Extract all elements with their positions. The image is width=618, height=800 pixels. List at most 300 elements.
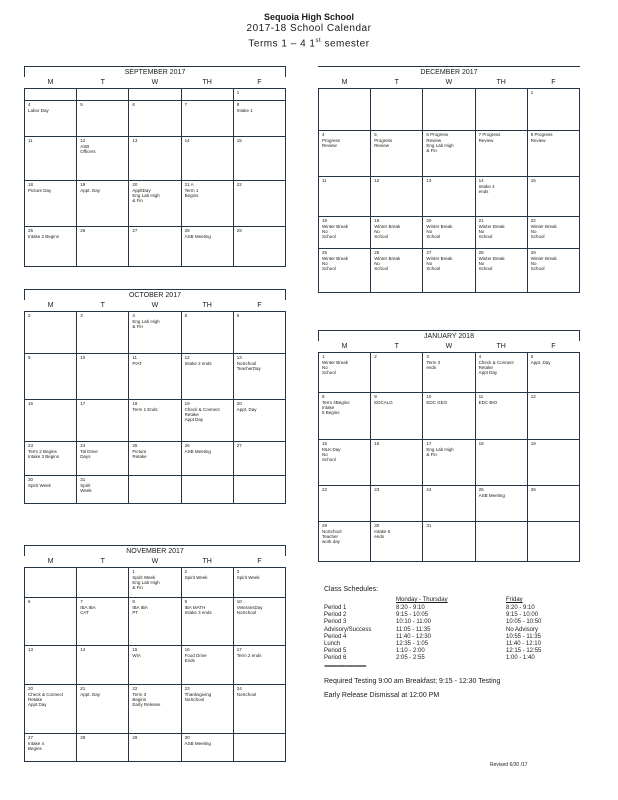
event-note: Food Drive Ends bbox=[184, 653, 207, 663]
day-cell bbox=[371, 131, 423, 177]
day-cell bbox=[233, 354, 285, 400]
day-number: 26 bbox=[184, 443, 190, 448]
day-cell bbox=[77, 354, 129, 400]
event-note: Winter Break No School bbox=[374, 224, 401, 239]
day-cell bbox=[25, 354, 77, 400]
day-cell bbox=[25, 476, 77, 504]
week-row bbox=[25, 137, 286, 181]
day-number: 15 bbox=[236, 138, 242, 143]
day-label: F bbox=[551, 343, 556, 350]
day-number: 11 bbox=[322, 178, 327, 183]
week-row bbox=[25, 312, 286, 354]
revised-date: Revised 6/30 /17 bbox=[490, 762, 528, 768]
day-number: 24 bbox=[80, 443, 86, 448]
day-number: 3 bbox=[426, 354, 429, 359]
mon-thu-time: 2:05 - 2:55 bbox=[396, 655, 425, 662]
day-number: 14 bbox=[80, 647, 86, 652]
event-note: EDC GEO bbox=[426, 400, 448, 405]
day-cell bbox=[181, 598, 233, 646]
day-cell bbox=[129, 476, 181, 504]
day-number: 6 bbox=[132, 102, 135, 107]
event-note: Winter Break No School bbox=[322, 224, 349, 239]
event-note: Winter Break No School bbox=[478, 224, 505, 239]
day-cell bbox=[475, 89, 527, 131]
day-cell bbox=[129, 89, 181, 101]
day-number: 18 bbox=[478, 441, 484, 446]
day-number: 22 bbox=[530, 218, 536, 223]
week-row bbox=[25, 734, 286, 762]
friday-time: No Advisory bbox=[506, 626, 539, 633]
day-cell bbox=[25, 734, 77, 762]
day-label: M bbox=[47, 302, 54, 309]
mon-thu-time: 10:10 - 11:00 bbox=[396, 619, 431, 626]
day-number: 7 bbox=[80, 599, 83, 604]
day-cell bbox=[25, 400, 77, 442]
event-note: Intake 2 ends bbox=[184, 361, 212, 366]
day-number: 6 bbox=[236, 313, 240, 318]
event-note: IBA IBA PT bbox=[132, 605, 148, 615]
week-row bbox=[319, 440, 580, 486]
day-cell bbox=[77, 312, 129, 354]
day-number: 31 bbox=[80, 477, 86, 482]
day-cell bbox=[129, 442, 181, 476]
school-name: Sequoia High School bbox=[263, 12, 354, 22]
day-cell bbox=[77, 442, 129, 476]
day-label: T bbox=[394, 79, 399, 86]
day-number: 30 bbox=[184, 735, 190, 740]
event-note: Appt. Day bbox=[530, 360, 551, 365]
day-cell bbox=[77, 400, 129, 442]
friday-time: 9:15 - 10:00 bbox=[506, 612, 539, 619]
week-row bbox=[25, 181, 286, 227]
day-cell bbox=[527, 177, 579, 217]
mon-thu-time: 8:20 - 9:10 bbox=[396, 605, 425, 611]
day-cell bbox=[475, 249, 527, 293]
calendar-january bbox=[318, 330, 580, 562]
day-cell bbox=[475, 353, 527, 393]
schedule-row bbox=[324, 612, 614, 619]
day-cell bbox=[527, 131, 579, 177]
day-cell bbox=[319, 440, 371, 486]
day-cell bbox=[181, 685, 233, 734]
day-cell bbox=[233, 181, 285, 227]
week-row bbox=[25, 598, 286, 646]
event-note: NoSchool Teacher work day bbox=[322, 529, 342, 544]
event-note: Spirit Week bbox=[184, 575, 208, 580]
week-row bbox=[25, 354, 286, 400]
calendar-header bbox=[0, 12, 618, 50]
day-label: W bbox=[151, 558, 159, 565]
day-cell bbox=[233, 442, 285, 476]
day-cell bbox=[233, 400, 285, 442]
day-number: 27 bbox=[426, 250, 432, 255]
mon-thu-time: 1:10 - 2:00 bbox=[396, 648, 425, 655]
day-label: T bbox=[100, 79, 105, 86]
week-row bbox=[25, 476, 286, 504]
day-cell bbox=[77, 646, 129, 685]
day-cell bbox=[423, 393, 475, 440]
day-number: 14 bbox=[478, 178, 484, 183]
day-cell bbox=[77, 598, 129, 646]
day-cell bbox=[25, 685, 77, 734]
event-note: Term 3 ends bbox=[426, 360, 441, 370]
calendar-november bbox=[24, 545, 286, 762]
event-note: Eng Lab High & Fin bbox=[132, 319, 160, 329]
day-cell bbox=[129, 646, 181, 685]
day-number: 19 bbox=[374, 218, 380, 223]
day-cell bbox=[319, 89, 371, 131]
event-note: Check & Connect Retake Appt Day bbox=[184, 407, 220, 422]
event-note: Review Eng Lab High & Fin bbox=[426, 138, 454, 153]
day-number: 29 bbox=[132, 735, 138, 740]
day-number: 25 bbox=[28, 228, 34, 233]
schedule-row bbox=[324, 619, 614, 626]
day-number: 12 bbox=[530, 394, 536, 399]
day-cell bbox=[423, 89, 475, 131]
day-number: 7 bbox=[184, 102, 188, 107]
day-cell bbox=[527, 440, 579, 486]
friday-time: 8:20 - 9:10 bbox=[506, 605, 535, 611]
week-row bbox=[25, 442, 286, 476]
day-cell bbox=[423, 131, 475, 177]
day-cell bbox=[181, 227, 233, 267]
event-note: Term 1 Begins bbox=[184, 188, 199, 198]
header-friday: Friday bbox=[506, 597, 523, 603]
day-number: 25 bbox=[322, 250, 328, 255]
event-note: EDC BIO bbox=[478, 400, 498, 405]
day-number: 5 bbox=[530, 354, 534, 359]
day-number: 2 bbox=[28, 313, 31, 318]
month-title: SEPTEMBER 2017 bbox=[24, 66, 286, 77]
day-cell bbox=[319, 486, 371, 522]
day-cell bbox=[527, 486, 579, 522]
day-number: 8 Progress bbox=[530, 132, 553, 137]
day-cell bbox=[233, 568, 285, 598]
day-cell bbox=[181, 568, 233, 598]
schedule-row bbox=[324, 648, 614, 655]
day-number: 18 bbox=[322, 218, 328, 223]
day-cell bbox=[475, 177, 527, 217]
day-number: 8 bbox=[236, 102, 240, 107]
day-cell bbox=[475, 131, 527, 177]
day-label: W bbox=[151, 79, 159, 86]
day-cell bbox=[25, 137, 77, 181]
event-note: ASB Meeting bbox=[184, 741, 211, 746]
week-row bbox=[319, 353, 580, 393]
day-cell bbox=[129, 568, 181, 598]
day-number: 1 bbox=[322, 354, 325, 359]
day-cell bbox=[527, 249, 579, 293]
week-row bbox=[319, 522, 580, 562]
event-note: Winter Break No School bbox=[426, 256, 453, 271]
week-row bbox=[319, 486, 580, 522]
day-cell bbox=[233, 137, 285, 181]
calendar-december bbox=[318, 66, 580, 293]
day-number: 20 bbox=[426, 218, 432, 223]
event-note: Intake 4 Begins bbox=[28, 741, 45, 751]
event-note: Term 3 Begins Early Release bbox=[132, 692, 161, 707]
day-number: 11 bbox=[132, 355, 138, 360]
day-number: 29 bbox=[236, 228, 242, 233]
day-number: 13 bbox=[236, 355, 242, 360]
day-number: 26 bbox=[374, 250, 380, 255]
event-note: Winter Break No School bbox=[426, 224, 453, 239]
day-cell bbox=[233, 101, 285, 137]
class-schedules bbox=[324, 586, 614, 703]
event-note: Intake 4 ends bbox=[478, 184, 495, 194]
event-note: Spirit Week bbox=[80, 483, 92, 493]
week-row bbox=[25, 227, 286, 267]
day-cell bbox=[181, 101, 233, 137]
day-number: 22 bbox=[322, 487, 328, 492]
day-label: M bbox=[47, 79, 54, 86]
day-cell bbox=[527, 393, 579, 440]
event-note: Picture Day bbox=[28, 188, 52, 193]
day-number: 30 bbox=[374, 523, 380, 528]
day-number: 19 bbox=[184, 401, 190, 406]
day-number: 30 bbox=[28, 477, 34, 482]
week-row bbox=[319, 393, 580, 440]
week-row bbox=[25, 568, 286, 598]
day-label: M bbox=[341, 79, 348, 86]
event-note: Intake 5 ends bbox=[374, 529, 391, 539]
day-label: F bbox=[551, 79, 556, 86]
event-note: PIAT bbox=[132, 361, 143, 366]
day-cell bbox=[181, 312, 233, 354]
period-name: Period 5 bbox=[324, 648, 347, 655]
day-number: 5 bbox=[374, 132, 377, 137]
day-cell bbox=[181, 354, 233, 400]
day-cell bbox=[129, 685, 181, 734]
day-cell bbox=[77, 568, 129, 598]
day-number: 4 bbox=[322, 132, 325, 137]
day-cell bbox=[423, 440, 475, 486]
event-note: Progress Review bbox=[374, 138, 393, 148]
day-cell bbox=[25, 312, 77, 354]
day-cell bbox=[527, 522, 579, 562]
day-cell bbox=[181, 646, 233, 685]
day-cell bbox=[181, 89, 233, 101]
day-number: 21 bbox=[80, 686, 86, 691]
event-note: ASB Meeting bbox=[184, 234, 211, 239]
week-row bbox=[319, 217, 580, 249]
early-release-note: Early Release Dismissal at 12:00 PM bbox=[324, 691, 440, 699]
month-title: JANUARY 2018 bbox=[318, 330, 580, 341]
day-cell bbox=[319, 522, 371, 562]
day-number: 24 bbox=[236, 686, 242, 691]
event-note: Winter Break No School bbox=[374, 256, 401, 271]
calendar-title: 2017-18 School Calendar bbox=[246, 23, 372, 34]
day-number: 10 bbox=[426, 394, 432, 399]
period-name: Period 6 bbox=[324, 655, 347, 662]
event-note: Tal Drive Days bbox=[80, 449, 98, 459]
day-cell bbox=[475, 486, 527, 522]
day-cell bbox=[423, 486, 475, 522]
day-number: 22 bbox=[132, 686, 138, 691]
day-number: 1 bbox=[530, 90, 534, 95]
day-number: 27 bbox=[236, 443, 242, 448]
event-note: Winter Break No School bbox=[322, 360, 349, 375]
event-note: AppltDay Eng Lab High & Fin bbox=[132, 188, 160, 203]
day-label: F bbox=[257, 558, 262, 565]
day-number: 25 bbox=[478, 487, 484, 492]
day-cell bbox=[371, 486, 423, 522]
day-label: TH bbox=[202, 302, 212, 309]
month-title: NOVEMBER 2017 bbox=[24, 545, 286, 556]
day-cell bbox=[25, 181, 77, 227]
day-cell bbox=[129, 312, 181, 354]
event-note: Review bbox=[530, 138, 546, 143]
day-number: 28 bbox=[80, 735, 86, 740]
day-cell bbox=[25, 568, 77, 598]
day-cell bbox=[181, 181, 233, 227]
day-cell bbox=[129, 227, 181, 267]
header-mon-thu: Monday - Thursday bbox=[396, 597, 448, 603]
week-row bbox=[25, 101, 286, 137]
day-number: 6 Progress bbox=[426, 132, 449, 137]
calendar-september bbox=[24, 66, 286, 267]
day-cell bbox=[319, 217, 371, 249]
event-note: Winter Break No School bbox=[322, 256, 349, 271]
event-note: Appt. Day bbox=[80, 188, 100, 193]
event-note: Winter Break No School bbox=[478, 256, 505, 271]
day-number: 13 bbox=[426, 178, 432, 183]
day-number: 31 bbox=[426, 523, 432, 528]
period-name: Period 1 bbox=[324, 605, 347, 611]
day-number: 25 bbox=[132, 443, 138, 448]
day-cell bbox=[77, 89, 129, 101]
day-cell bbox=[129, 734, 181, 762]
day-number: 21 bbox=[478, 218, 484, 223]
day-cell bbox=[371, 177, 423, 217]
event-note: ASB Meeting bbox=[184, 449, 211, 454]
event-note: MLK Day No School bbox=[322, 447, 341, 462]
day-cell bbox=[371, 89, 423, 131]
mon-thu-time: 11:40 - 12:30 bbox=[396, 633, 431, 640]
event-note: Progress Review bbox=[322, 138, 341, 148]
day-number: 3 bbox=[236, 569, 240, 574]
event-note: Winter Break No School bbox=[530, 224, 557, 239]
day-number: 1 bbox=[132, 569, 135, 574]
day-number: 21 A bbox=[184, 182, 194, 187]
month-title: OCTOBER 2017 bbox=[24, 289, 286, 300]
day-cell bbox=[233, 646, 285, 685]
day-number: 3 bbox=[80, 313, 83, 318]
day-number: 29 bbox=[530, 250, 536, 255]
day-cell bbox=[25, 646, 77, 685]
day-number: 4 bbox=[132, 313, 135, 318]
day-label: F bbox=[257, 79, 262, 86]
event-note: NoSchool TeacherDay bbox=[236, 361, 261, 371]
day-number: 12 bbox=[80, 138, 86, 143]
day-number: 7 Progress bbox=[478, 132, 501, 137]
day-cell bbox=[233, 685, 285, 734]
day-cell bbox=[25, 442, 77, 476]
event-note: Term 4Begins Intake 5 Begins bbox=[322, 400, 350, 415]
day-cell bbox=[319, 353, 371, 393]
period-name: Period 3 bbox=[324, 619, 347, 626]
testing-note: Required Testing 9:00 am Breakfast; 9:15 - 12:30 Testing bbox=[324, 677, 501, 685]
day-number: 19 bbox=[530, 441, 536, 446]
day-cell bbox=[77, 137, 129, 181]
day-number: 13 bbox=[132, 138, 138, 143]
schedule-row bbox=[324, 627, 614, 634]
day-label: W bbox=[445, 343, 453, 350]
day-label: W bbox=[151, 302, 159, 309]
day-cell bbox=[129, 137, 181, 181]
day-number: 27 bbox=[132, 228, 138, 233]
event-note: NoSchool bbox=[236, 692, 257, 697]
day-number: 10 bbox=[80, 355, 86, 360]
day-cell bbox=[233, 476, 285, 504]
day-cell bbox=[475, 217, 527, 249]
week-row bbox=[319, 131, 580, 177]
day-cell bbox=[25, 598, 77, 646]
day-number: 27 bbox=[28, 735, 34, 740]
day-cell bbox=[475, 393, 527, 440]
day-number: 26 bbox=[80, 228, 86, 233]
week-row bbox=[319, 89, 580, 131]
day-number: 18 bbox=[28, 182, 34, 187]
day-cell bbox=[25, 89, 77, 101]
friday-time: 11:40 - 12:10 bbox=[506, 641, 541, 648]
event-note: Eng Lab High & Fin bbox=[426, 447, 454, 457]
day-cell bbox=[77, 181, 129, 227]
day-number: 24 bbox=[426, 487, 432, 492]
day-number: 28 bbox=[184, 228, 190, 233]
day-label: TH bbox=[496, 343, 506, 350]
terms-line: Terms 1 – 4 1st semester bbox=[248, 38, 370, 50]
day-number: 10 bbox=[236, 599, 242, 604]
event-note: Thanksgiving NoSchool bbox=[184, 692, 212, 702]
day-cell bbox=[371, 522, 423, 562]
day-label: TH bbox=[202, 558, 212, 565]
event-note: Appt. Day bbox=[236, 407, 257, 412]
schedule-row bbox=[324, 605, 614, 612]
day-label: M bbox=[341, 343, 348, 350]
event-note: Review bbox=[478, 138, 494, 143]
day-number: 26 bbox=[530, 487, 536, 492]
event-note: Term 2 Begins Intake 3 Begins bbox=[28, 449, 60, 459]
day-cell bbox=[527, 353, 579, 393]
day-number: 9 bbox=[28, 355, 31, 360]
day-number: 5 bbox=[80, 102, 83, 107]
day-number: 4 bbox=[478, 354, 482, 359]
mon-thu-time: 12:35 - 1:05 bbox=[396, 641, 429, 648]
month-title: DECEMBER 2017 bbox=[318, 66, 580, 77]
period-name: Period 4 bbox=[324, 633, 347, 640]
day-number: 16 bbox=[184, 647, 190, 652]
day-cell bbox=[371, 440, 423, 486]
week-row bbox=[319, 177, 580, 217]
event-note: Intake 2 Begins bbox=[28, 234, 60, 239]
period-name: Lunch bbox=[324, 641, 341, 648]
day-label: TH bbox=[496, 79, 506, 86]
event-note: VeteransDay NoSchool bbox=[236, 605, 263, 615]
divider: ******************************************** bbox=[324, 664, 366, 671]
day-number: 15 bbox=[322, 441, 328, 446]
day-cell bbox=[181, 400, 233, 442]
day-cell bbox=[129, 598, 181, 646]
day-cell bbox=[129, 400, 181, 442]
day-cell bbox=[181, 734, 233, 762]
day-label: T bbox=[100, 558, 105, 565]
day-cell bbox=[129, 354, 181, 400]
day-number: 23 bbox=[374, 487, 380, 492]
week-row bbox=[25, 646, 286, 685]
day-cell bbox=[371, 217, 423, 249]
week-row bbox=[25, 685, 286, 734]
